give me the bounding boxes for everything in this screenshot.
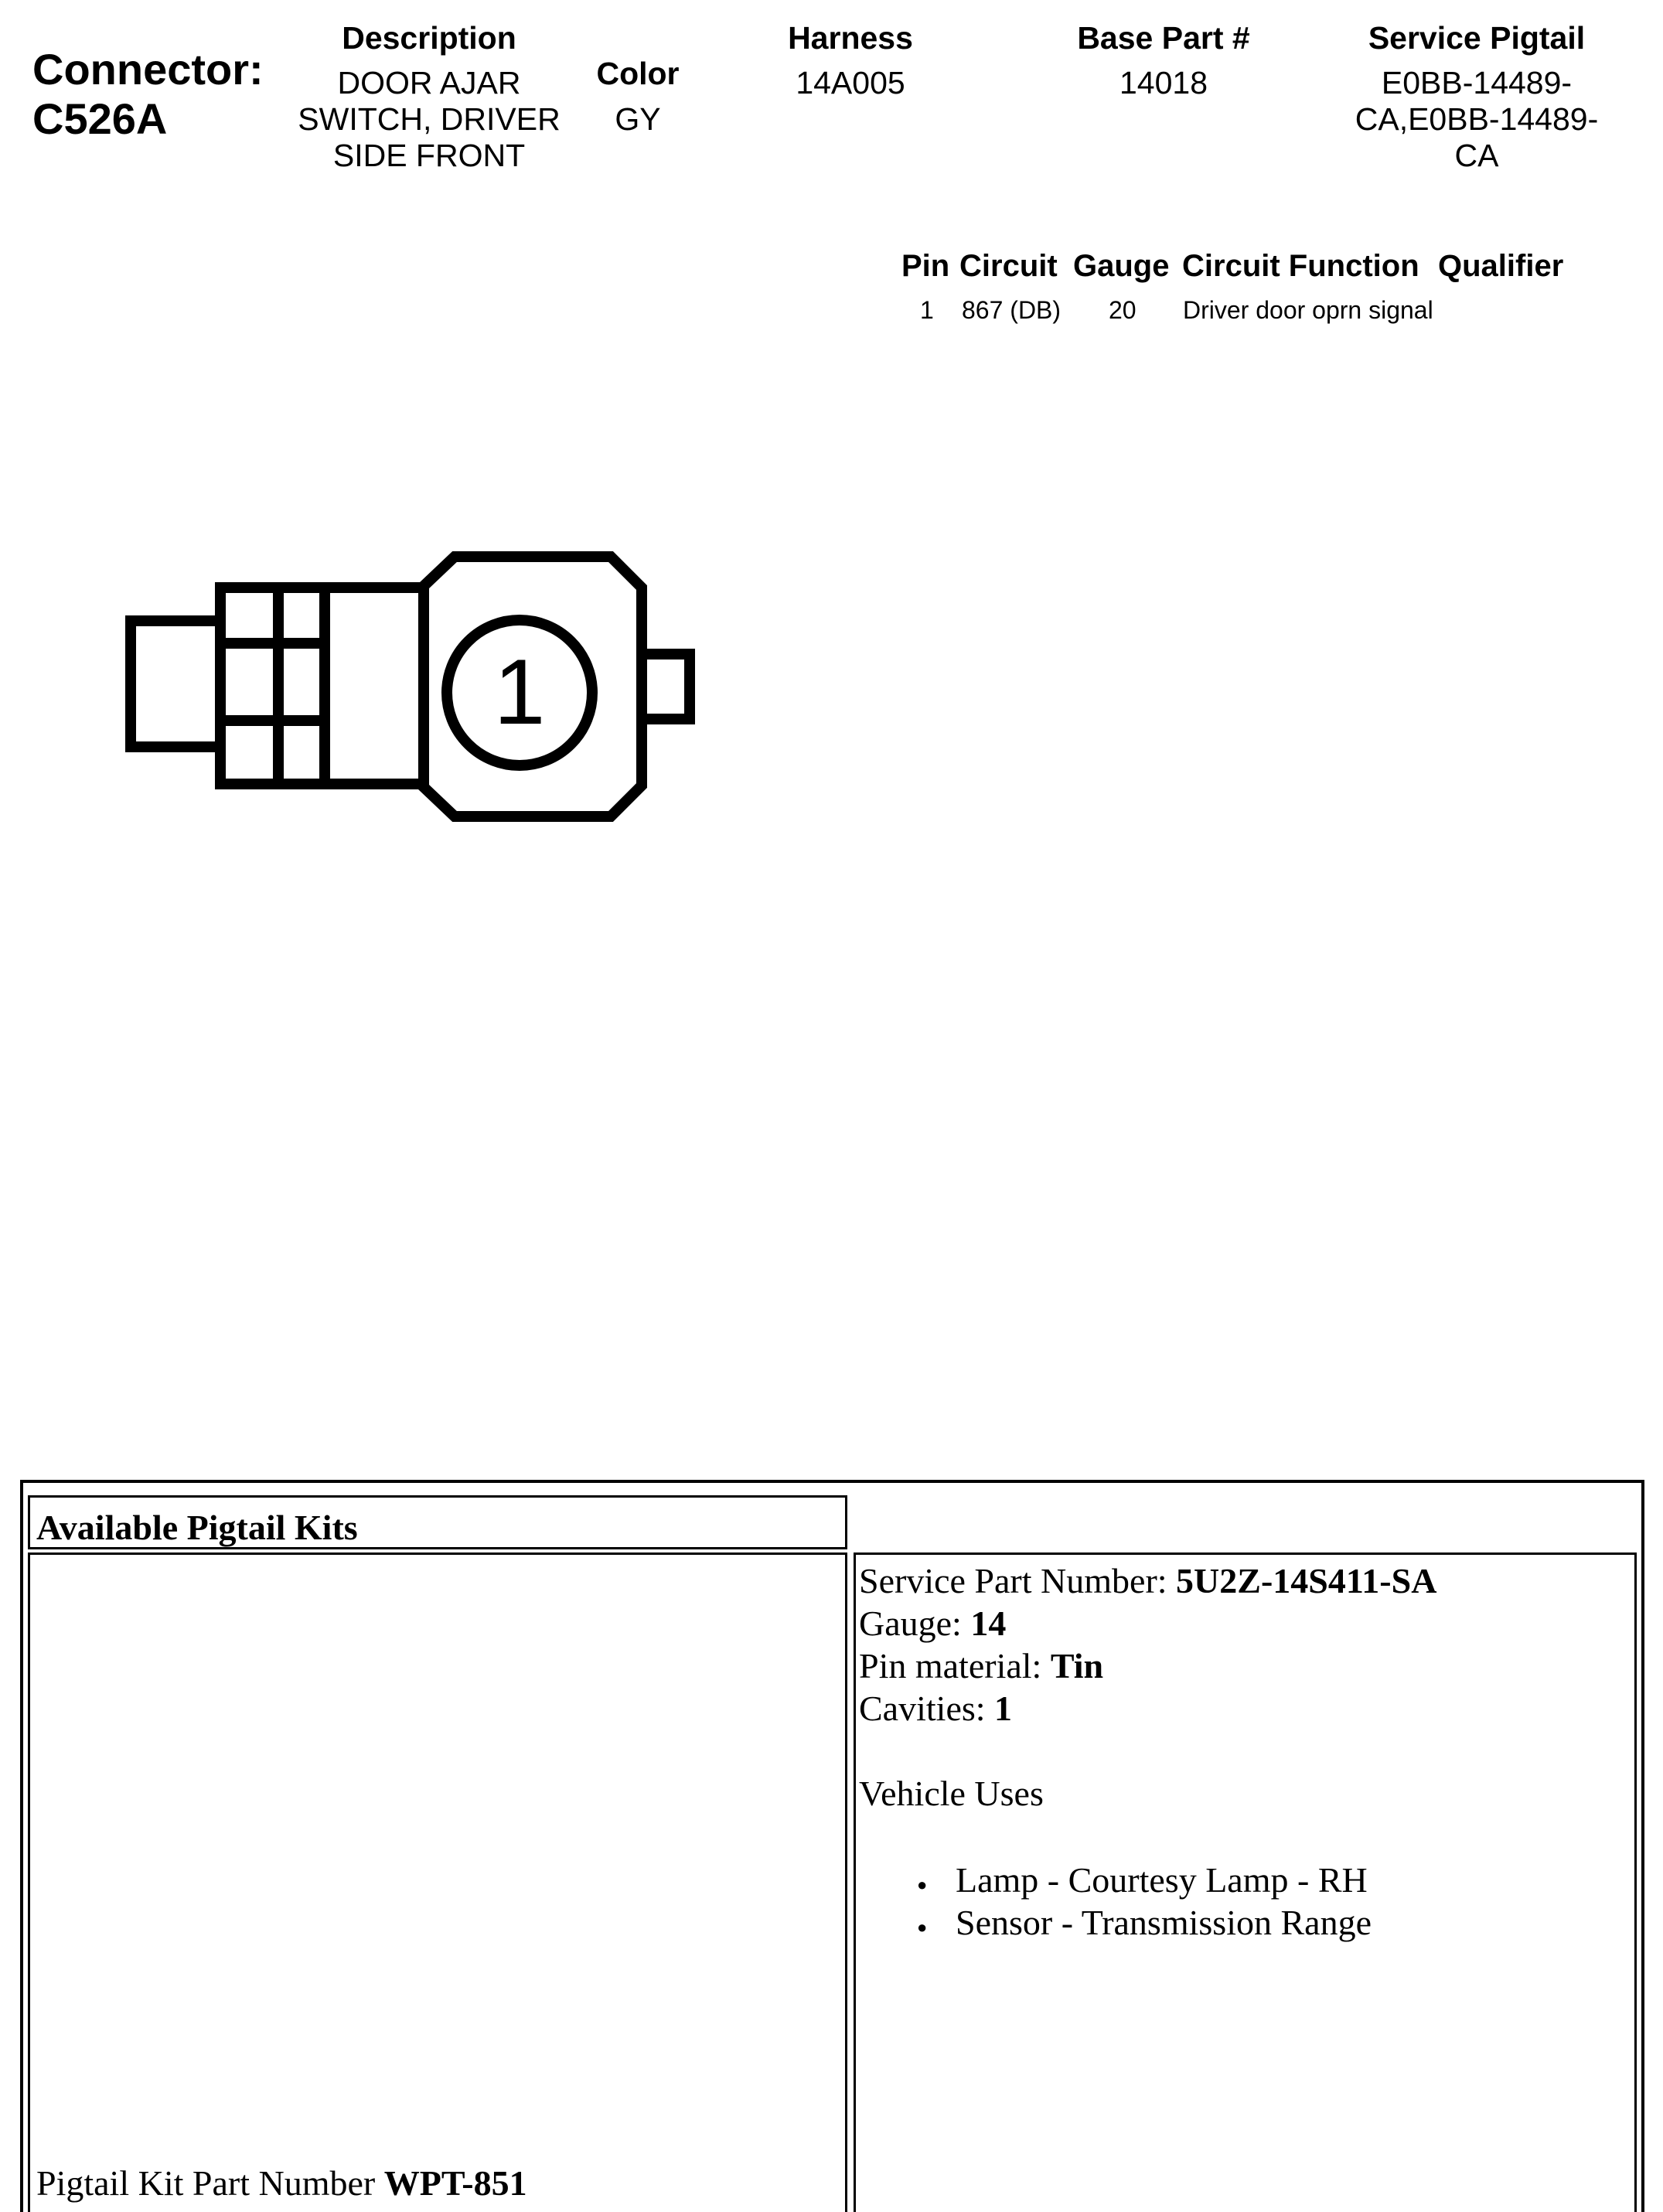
pigtail-image-cell [28,1552,847,2212]
color-value: GY [615,101,661,137]
pin-material-value: Tin [1050,1646,1104,1685]
base-part-value: 14018 [1119,65,1208,101]
pin-material-line [859,1645,1436,1687]
kit-part-label: Pigtail Kit Part Number [36,2163,376,2203]
pin-header: Pin [901,249,950,283]
qualifier-header: Qualifier [1438,249,1564,283]
harness-header: Harness [788,20,913,56]
connector-key [642,654,690,719]
pigtail-details-cell [854,1552,1637,2212]
connector-latch [131,621,220,747]
kit-part-value: WPT-851 [383,2163,527,2203]
pin-number-cell: 1 [920,296,934,324]
vehicle-uses-label: Vehicle Uses [859,1774,1044,1813]
connector-id: C526A [32,94,168,143]
circuit-function-cell: Driver door oprn signal [1183,296,1433,324]
pigtail-kits-title: Available Pigtail Kits [36,1508,358,1547]
list-item: ● Sensor - Transmission Range [859,1901,1436,1944]
pin-1-label: 1 [493,640,546,744]
color-header: Color [596,56,680,91]
service-pigtail-value: E0BB-14489-CA,E0BB-14489-CA [1355,65,1599,173]
circuit-function-header: Circuit Function [1182,249,1419,283]
gauge-line [859,1602,1436,1645]
circuit-cell: 867 (DB) [962,296,1062,324]
service-pigtail-header: Service Pigtail [1368,20,1586,56]
gauge-label: Gauge: [859,1604,962,1643]
pigtail-kits-title-cell [28,1495,847,1549]
harness-value: 14A005 [796,65,905,101]
pigtail-kit-part-number [36,2162,527,2204]
gauge-header: Gauge [1073,249,1170,283]
base-part-header: Base Part # [1077,20,1250,56]
connector-label: Connector: [32,45,264,94]
service-part-line [859,1559,1436,1602]
description-value: DOOR AJAR SWITCH, DRIVER SIDE FRONT [298,65,561,173]
service-part-value: 5U2Z-14S411-SA [1176,1561,1437,1600]
list-item: ● Lamp - Courtesy Lamp - RH [859,1859,1436,1901]
pin-material-label: Pin material: [859,1646,1042,1685]
vehicle-uses-list [859,1859,1436,1944]
circuit-header: Circuit [959,249,1058,283]
cavities-label: Cavities: [859,1689,986,1728]
gauge-value: 14 [970,1604,1007,1643]
connector-diagram [0,0,727,850]
service-part-label: Service Part Number: [859,1561,1167,1600]
gauge-cell: 20 [1109,296,1136,324]
cavities-line [859,1687,1436,1730]
description-header: Description [342,20,516,56]
cavities-value: 1 [994,1689,1013,1728]
pigtail-details [859,1559,1436,1944]
